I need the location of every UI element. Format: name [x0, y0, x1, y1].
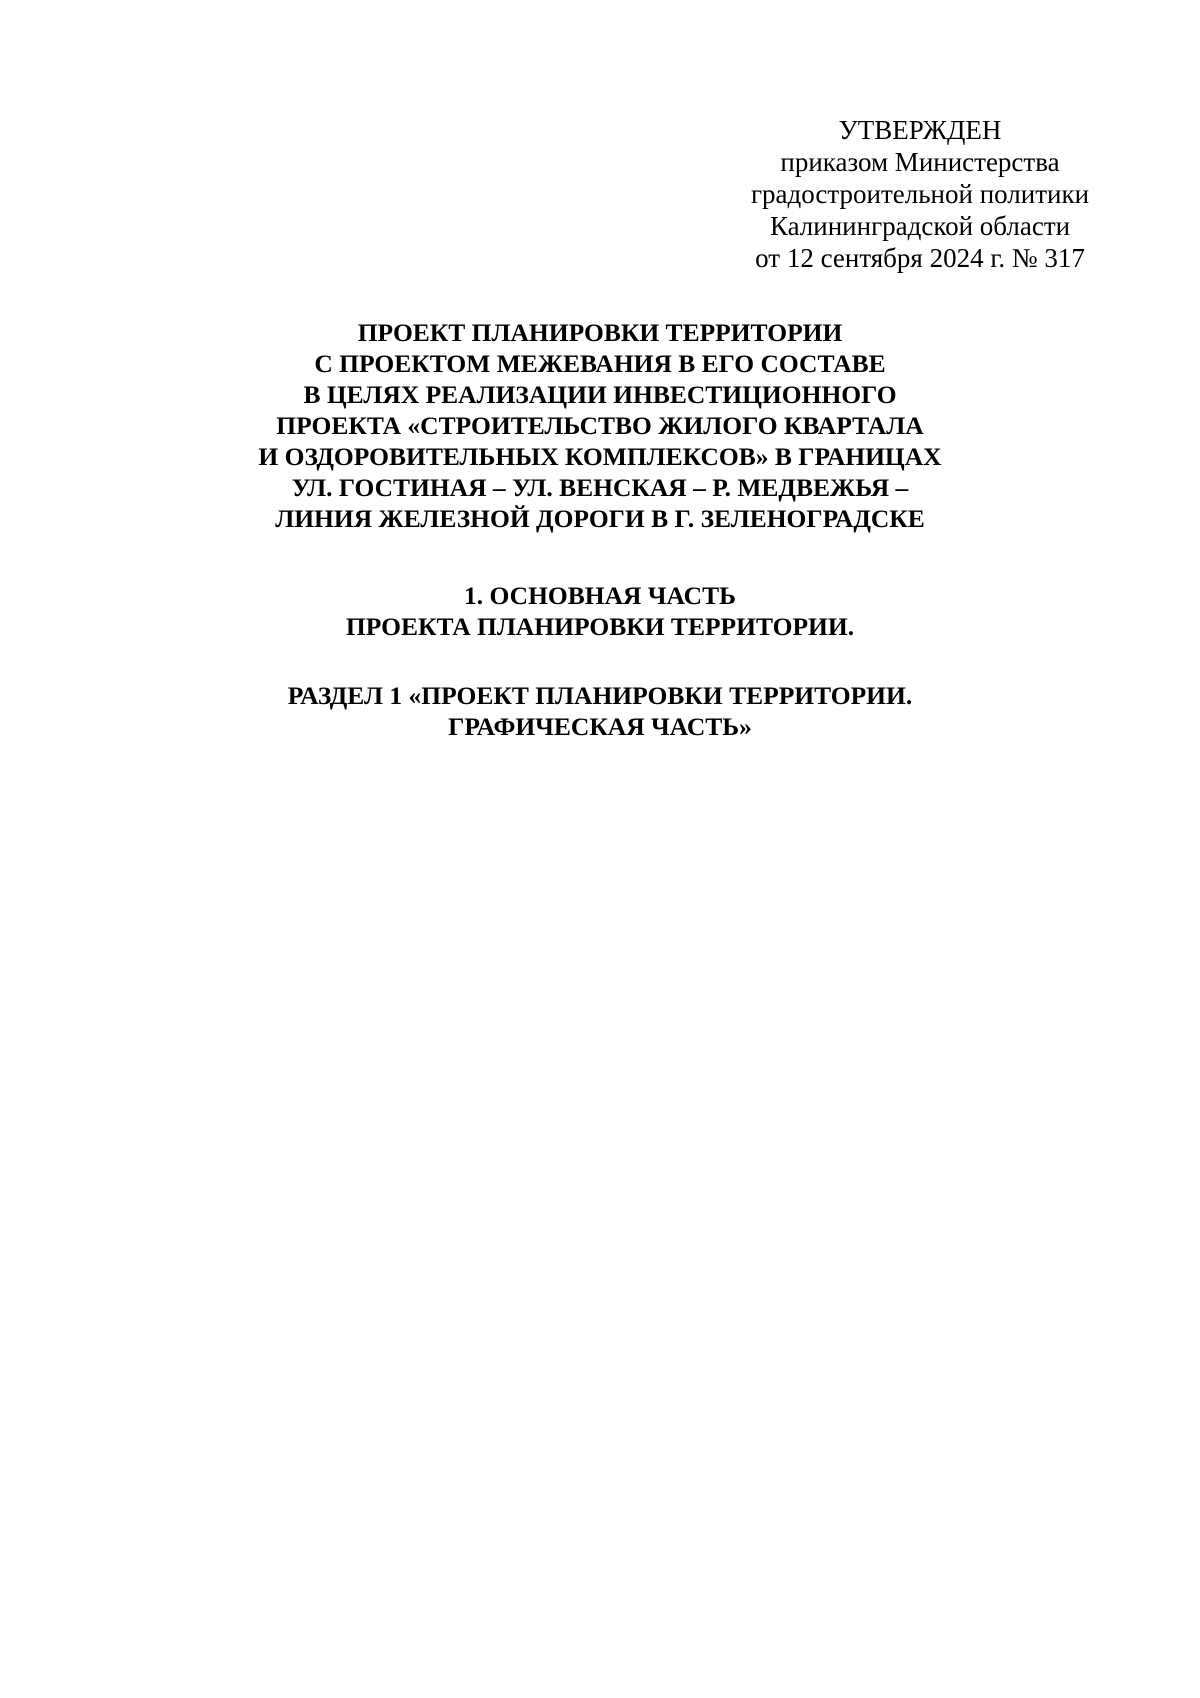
approval-region-line: Калининградской области — [769, 211, 1071, 241]
section-heading — [150, 580, 1050, 642]
title-line: С ПРОЕКТОМ МЕЖЕВАНИЯ В ЕГО СОСТАВЕ — [314, 349, 886, 378]
approval-date-line: от 12 сентября 2024 г. № 317 — [755, 243, 1085, 273]
title-line: ЛИНИЯ ЖЕЛЕЗНОЙ ДОРОГИ В Г. ЗЕЛЕНОГРАДСКЕ — [275, 504, 925, 533]
document-title — [150, 317, 1050, 534]
title-line: ПРОЕКТА «СТРОИТЕЛЬСТВО ЖИЛОГО КВАРТАЛА — [276, 411, 924, 440]
approval-order-line: приказом Министерства — [780, 147, 1060, 177]
section-line: 1. ОСНОВНАЯ ЧАСТЬ — [464, 581, 736, 610]
section-line: ПРОЕКТА ПЛАНИРОВКИ ТЕРРИТОРИИ. — [345, 612, 855, 641]
title-line: ПРОЕКТ ПЛАНИРОВКИ ТЕРРИТОРИИ — [357, 318, 843, 347]
title-line: УЛ. ГОСТИНАЯ – УЛ. ВЕНСКАЯ – Р. МЕДВЕЖЬЯ – — [291, 473, 909, 502]
part-line: ГРАФИЧЕСКАЯ ЧАСТЬ» — [448, 712, 752, 741]
approval-stamp — [720, 114, 1120, 274]
part-line: РАЗДЕЛ 1 «ПРОЕКТ ПЛАНИРОВКИ ТЕРРИТОРИИ. — [287, 681, 913, 710]
title-line: В ЦЕЛЯХ РЕАЛИЗАЦИИ ИНВЕСТИЦИОННОГО — [303, 380, 897, 409]
approval-heading: УТВЕРЖДЕН — [838, 115, 1002, 145]
part-heading — [150, 680, 1050, 742]
approval-ministry-line: градостроительной политики — [750, 179, 1090, 209]
title-line: И ОЗДОРОВИТЕЛЬНЫХ КОМПЛЕКСОВ» В ГРАНИЦАХ — [258, 442, 942, 471]
